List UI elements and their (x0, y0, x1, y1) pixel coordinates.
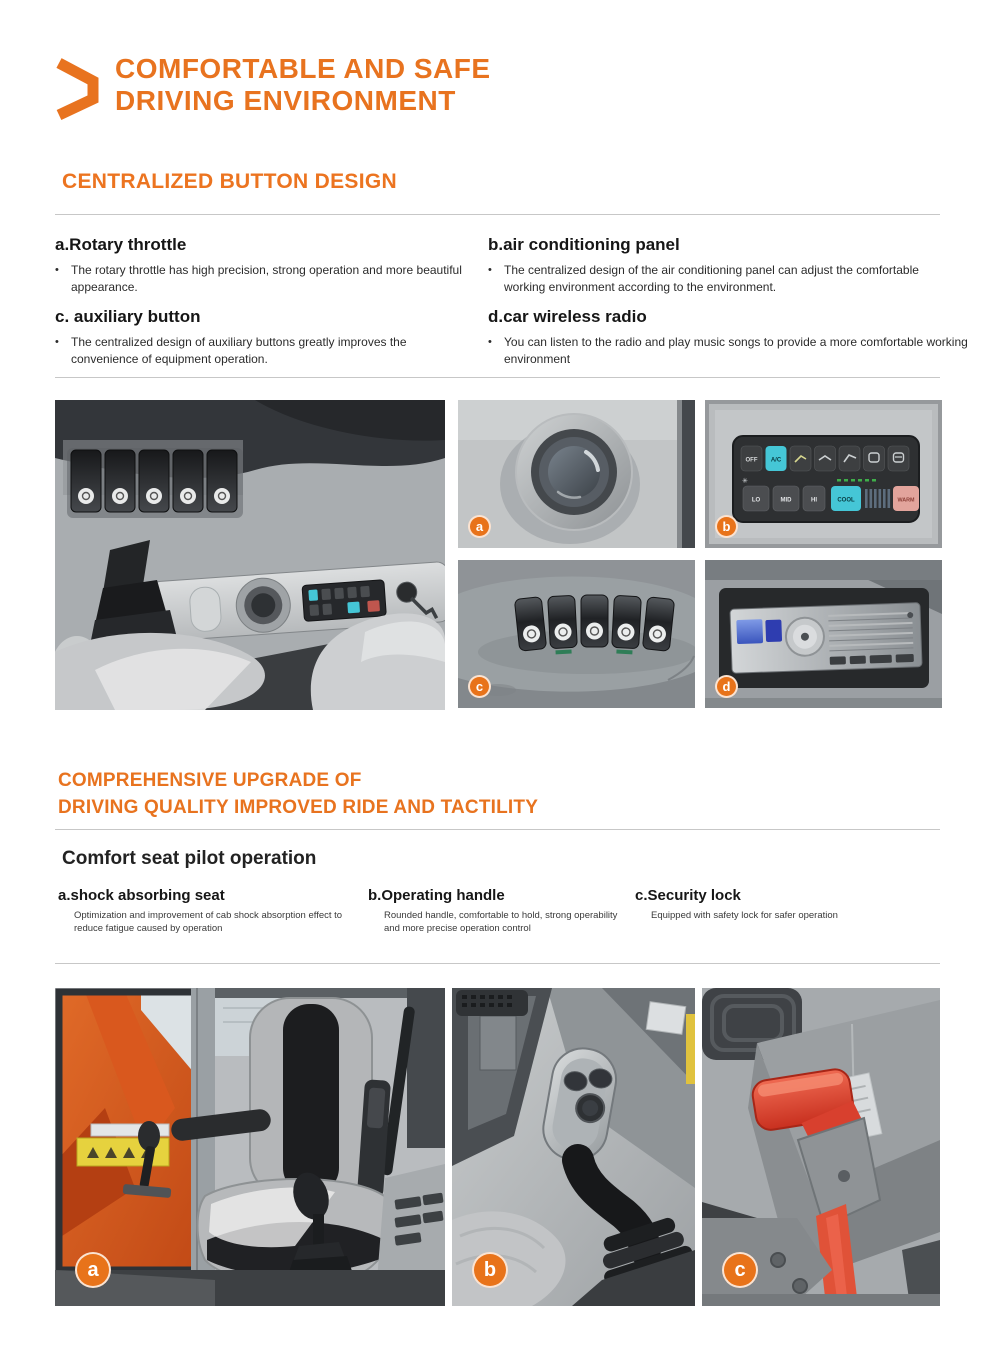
divider (55, 377, 940, 378)
feature-title: b.air conditioning panel (488, 235, 680, 254)
bullet-icon: • (488, 336, 492, 348)
photo-auxiliary-buttons (458, 560, 695, 708)
ac-btn-lo: LO (751, 497, 761, 504)
car-radio-illustration (705, 560, 942, 708)
auxiliary-buttons-illustration (458, 560, 695, 708)
bullet-icon: • (55, 264, 59, 276)
section2-heading-line2: DRIVING QUALITY IMPROVED RIDE AND TACTILITY (58, 797, 539, 818)
divider (55, 214, 940, 215)
feature-desc: Equipped with safety lock for safer operation (651, 910, 838, 921)
ac-btn-warm: WARM (897, 497, 915, 504)
bullet-icon: • (55, 336, 59, 348)
rotary-throttle-illustration (458, 400, 695, 548)
photo-operating-handle (452, 988, 695, 1306)
photo-badge-b: b (472, 1252, 508, 1288)
bullet-icon: • (488, 264, 492, 276)
ac-panel-illustration (705, 400, 942, 548)
feature-operating-handle (368, 887, 628, 935)
photo-rotary-throttle (458, 400, 695, 548)
ac-btn-hi: HI (811, 497, 817, 504)
feature-title: a.shock absorbing seat (58, 887, 225, 904)
photo-badge-c: c (722, 1252, 758, 1288)
photo-badge-d: d (715, 675, 738, 698)
feature-title: b.Operating handle (368, 887, 505, 904)
chevron-icon (55, 57, 103, 121)
snowflake-icon: ✳ (742, 478, 748, 485)
seat-illustration (55, 988, 445, 1306)
feature-rotary-throttle (55, 235, 475, 296)
ac-btn-ac: A/C (770, 457, 782, 464)
ac-btn-mid: MID (780, 497, 792, 504)
switch-bank (67, 448, 243, 518)
photo-shock-absorbing-seat (55, 988, 445, 1306)
divider (55, 829, 940, 830)
feature-wireless-radio (488, 307, 968, 368)
feature-desc: You can listen to the radio and play music songs to provide a more comfortable working environment (504, 335, 968, 366)
cab-console-illustration (55, 400, 445, 710)
page-title-line1: COMFORTABLE AND SAFE (115, 53, 491, 84)
divider (55, 963, 940, 964)
section2-subheading: Comfort seat pilot operation (62, 848, 317, 869)
feature-title: c. auxiliary button (55, 307, 201, 326)
feature-title: c.Security lock (635, 887, 741, 904)
photo-ac-panel (705, 400, 942, 548)
feature-title: d.car wireless radio (488, 307, 647, 326)
feature-title: a.Rotary throttle (55, 235, 187, 254)
photo-cab-console (55, 400, 445, 710)
section1-heading: CENTRALIZED BUTTON DESIGN (62, 170, 397, 193)
feature-auxiliary-button (55, 307, 475, 368)
feature-desc: The centralized design of auxiliary buttons greatly improves the convenience of equipment operation. (71, 335, 407, 366)
photo-badge-b: b (715, 515, 738, 538)
photo-badge-a: a (75, 1252, 111, 1288)
section2-heading-line1: COMPREHENSIVE UPGRADE OF (58, 770, 362, 791)
ac-btn-cool: COOL (837, 497, 855, 504)
page-title-line2: DRIVING ENVIRONMENT (115, 85, 456, 116)
ac-btn-off: OFF (745, 457, 758, 464)
feature-shock-absorbing-seat (58, 887, 358, 935)
section2-heading (58, 767, 538, 821)
feature-desc: The rotary throttle has high precision, strong operation and more beautiful appearance. (71, 263, 462, 294)
feature-desc: Rounded handle, comfortable to hold, strong operability and more precise operation control (384, 910, 618, 934)
feature-security-lock (635, 887, 935, 922)
feature-ac-panel (488, 235, 956, 296)
page-title (115, 53, 491, 117)
photo-badge-c: c (468, 675, 491, 698)
feature-desc: Optimization and improvement of cab shock absorption effect to reduce fatigue caused by operation (74, 910, 343, 934)
photo-car-radio (705, 560, 942, 708)
feature-desc: The centralized design of the air conditioning panel can adjust the comfortable working environment according to the environment. (504, 263, 919, 294)
photo-security-lock (702, 988, 940, 1306)
photo-badge-a: a (468, 515, 491, 538)
